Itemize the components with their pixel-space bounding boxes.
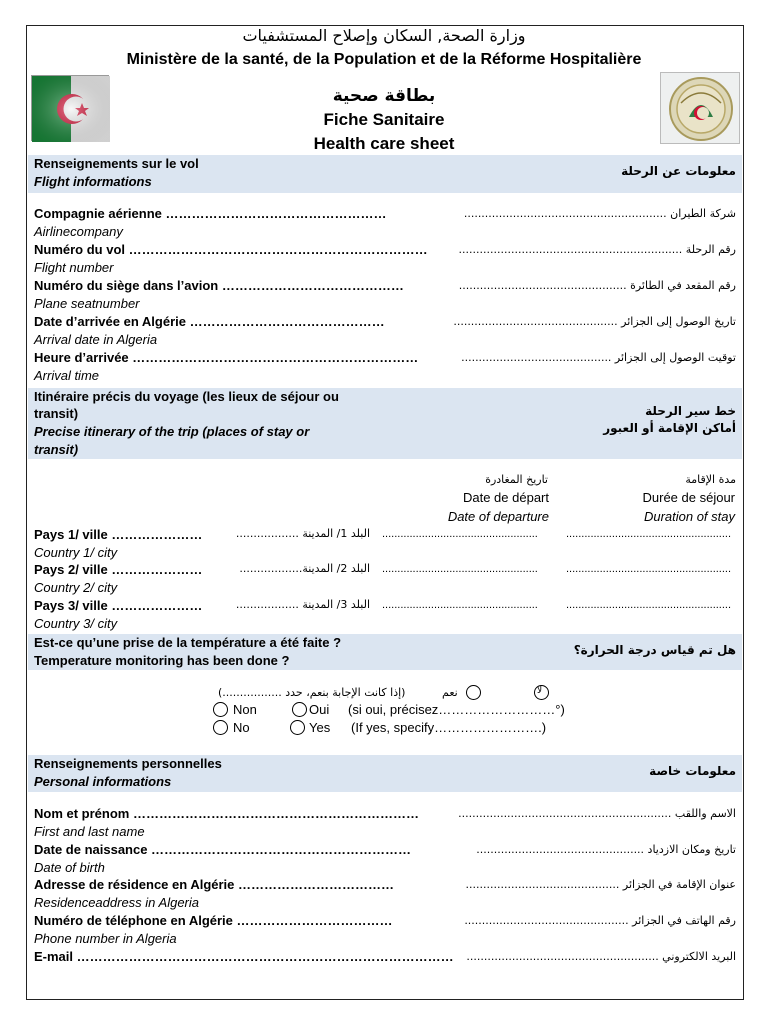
itinerary-heading-fr-2: transit) bbox=[34, 406, 79, 421]
departure-col-en: Date of departure bbox=[447, 509, 549, 524]
seat-number-label-en: Plane seatnumber bbox=[34, 296, 140, 311]
stay-col-en: Duration of stay bbox=[643, 509, 735, 524]
country2-stay-field[interactable]: ...................................................... bbox=[566, 563, 732, 575]
name-label-fr: Nom et prénom ………………………………………………………… bbox=[34, 806, 419, 821]
no-label-fr: Non bbox=[233, 702, 257, 717]
itinerary-heading-ar-2: أماكن الإقامة أو العبور bbox=[603, 421, 736, 435]
country1-label-en: Country 1/ city bbox=[34, 545, 118, 560]
itinerary-heading-fr-1: Itinéraire précis du voyage (les lieux de séjour ou bbox=[34, 389, 339, 404]
address-label-ar[interactable]: عنوان الإقامة في الجزائر ............................................ bbox=[465, 878, 736, 891]
ministry-french: Ministère de la santé, de la Population et de la Réforme Hospitalière bbox=[126, 51, 642, 68]
radio-button-icon[interactable] bbox=[466, 685, 481, 700]
specify-label-fr: (si oui, précisez………………………°) bbox=[348, 702, 565, 717]
phone-label-ar[interactable]: رقم الهاتف في الجزائر ............................................... bbox=[464, 914, 736, 927]
seat-number-label-ar[interactable]: رقم المقعد في الطائرة ................................................ bbox=[458, 279, 736, 292]
flight-number-label-en: Flight number bbox=[34, 260, 114, 275]
country1-label-fr: Pays 1/ ville ………………… bbox=[34, 527, 203, 542]
stay-col-ar: مدة الإقامة bbox=[685, 473, 736, 486]
departure-col-ar: تاريخ المغادرة bbox=[485, 473, 548, 486]
arrival-time-label-ar[interactable]: توقيت الوصول إلى الجزائر ........................................... bbox=[461, 351, 736, 364]
country1-stay-field[interactable]: ...................................................... bbox=[566, 528, 732, 540]
stay-col-fr: Durée de séjour bbox=[642, 490, 735, 505]
yes-label-en: Yes bbox=[309, 720, 331, 735]
seat-number-label-fr: Numéro du siège dans l’avion …………………………………… bbox=[34, 278, 404, 293]
radio-button-icon[interactable] bbox=[290, 720, 305, 735]
yes-label-fr: Oui bbox=[309, 702, 330, 717]
country3-label-en: Country 3/ city bbox=[34, 616, 118, 631]
flight-number-label-ar[interactable]: رقم الرحلة ................................................................ bbox=[458, 243, 736, 256]
ministry-arabic: وزارة الصحة, السكان وإصلاح المستشفيات bbox=[242, 26, 526, 45]
flight-heading-ar: معلومات عن الرحلة bbox=[621, 164, 736, 178]
radio-button-icon[interactable] bbox=[292, 702, 307, 717]
birth-date-label-ar[interactable]: تاريخ ومكان الازدياد ................................................ bbox=[476, 843, 736, 856]
yes-label-ar: نعم bbox=[442, 686, 458, 699]
country3-label-fr: Pays 3/ ville ………………… bbox=[34, 598, 203, 613]
radio-button-icon[interactable] bbox=[213, 720, 228, 735]
name-label-en: First and last name bbox=[34, 824, 145, 839]
departure-col-fr: Date de départ bbox=[462, 490, 549, 505]
email-label-ar[interactable]: البريد الالكتروني ....................................................... bbox=[466, 950, 736, 963]
title-french: Fiche Sanitaire bbox=[323, 110, 445, 129]
arrival-time-label-fr: Heure d’arrivée ………………………………………………………… bbox=[34, 350, 419, 365]
birth-date-label-en: Date of birth bbox=[34, 860, 105, 875]
temperature-specify-ar: (إذا كانت الإجابة بنعم، حدد .................) bbox=[218, 686, 406, 699]
personal-heading-fr: Renseignements personnelles bbox=[34, 756, 222, 771]
address-label-en: Residenceaddress in Algeria bbox=[34, 895, 200, 910]
email-label-fr: E-mail …………………………………………………………………………… bbox=[34, 949, 454, 964]
personal-heading-en: Personal informations bbox=[34, 774, 172, 789]
no-label-ar: لا bbox=[537, 686, 543, 696]
country3-label-ar[interactable]: البلد 3/ المدينة .................. bbox=[235, 598, 370, 611]
algeria-flag-icon bbox=[31, 75, 109, 141]
personal-heading-ar: معلومات خاصة bbox=[649, 764, 736, 778]
country1-departure-field[interactable]: ................................................... bbox=[382, 528, 538, 540]
flight-heading-en: Flight informations bbox=[34, 174, 152, 189]
temperature-question-fr: Est-ce qu’une prise de la température a été faite ? bbox=[34, 635, 342, 650]
title-arabic: بطاقة صحية bbox=[332, 86, 436, 106]
country2-departure-field[interactable]: ................................................... bbox=[382, 563, 538, 575]
country3-stay-field[interactable]: ...................................................... bbox=[566, 599, 732, 611]
temperature-question-en: Temperature monitoring has been done ? bbox=[34, 653, 290, 668]
country2-label-en: Country 2/ city bbox=[34, 580, 118, 595]
arrival-date-label-en: Arrival date in Algeria bbox=[34, 332, 158, 347]
flight-number-label-fr: Numéro du vol …………………………………………………………… bbox=[34, 242, 428, 257]
itinerary-heading-en-1: Precise itinerary of the trip (places of stay or bbox=[34, 424, 310, 439]
temperature-question-ar: هل تم قياس درجة الحرارة؟ bbox=[573, 643, 736, 657]
name-label-ar[interactable]: الاسم واللقب ............................................................. bbox=[458, 807, 736, 820]
country1-label-ar[interactable]: البلد 1/ المدينة .................. bbox=[235, 527, 370, 540]
itinerary-heading-en-2: transit) bbox=[34, 442, 79, 457]
airline-label-en: Airlinecompany bbox=[34, 224, 123, 239]
arrival-date-label-ar[interactable]: تاريخ الوصول إلى الجزائر ............................................... bbox=[453, 315, 736, 328]
birth-date-label-fr: Date de naissance …………………………………………………… bbox=[34, 842, 412, 857]
itinerary-heading-ar-1: خط سير الرحلة bbox=[645, 404, 736, 418]
address-label-fr: Adresse de résidence en Algérie ……………………………… bbox=[34, 877, 395, 892]
phone-label-fr: Numéro de téléphone en Algérie ……………………………… bbox=[34, 913, 393, 928]
airline-label-ar[interactable]: شركة الطيران .......................................................... bbox=[463, 207, 736, 220]
flight-heading-fr: Renseignements sur le vol bbox=[34, 156, 199, 171]
radio-button-icon[interactable] bbox=[213, 702, 228, 717]
no-label-en: No bbox=[233, 720, 250, 735]
country3-departure-field[interactable]: ................................................... bbox=[382, 599, 538, 611]
country2-label-fr: Pays 2/ ville ………………… bbox=[34, 562, 203, 577]
arrival-time-label-en: Arrival time bbox=[34, 368, 100, 383]
country2-label-ar[interactable]: البلد 2/ المدينة.................. bbox=[239, 562, 370, 575]
specify-label-en: (If yes, specify…………………….) bbox=[351, 720, 547, 735]
airline-label-fr: Compagnie aérienne …………………………………………… bbox=[34, 206, 387, 221]
title-english: Health care sheet bbox=[313, 134, 455, 153]
arrival-date-label-fr: Date d’arrivée en Algérie ……………………………………… bbox=[34, 314, 385, 329]
phone-label-en: Phone number in Algeria bbox=[34, 931, 177, 946]
